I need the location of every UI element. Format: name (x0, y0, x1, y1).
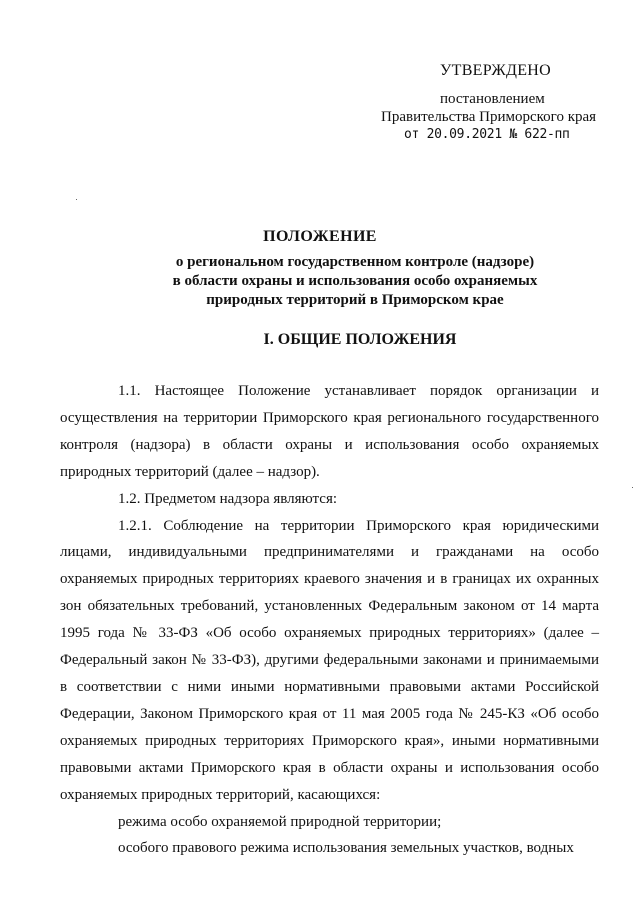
document-subtitle (150, 253, 560, 310)
approved-by-label: постановлением (440, 91, 545, 107)
section-heading: I. ОБЩИЕ ПОЛОЖЕНИЯ (263, 331, 457, 348)
scan-speck (76, 199, 77, 200)
subtitle-line: о региональном государственном контроле (надзоре) (175, 254, 535, 270)
paragraph: 1.2.1. Соблюдение на территории Приморского края юридическими лицами, индивидуальными предпринимателями и гражданами на особо охраняемых природных территориях краевого значения и в границах их охранных зон обязательных требований, установленных Федеральным законом от 14 марта 1995 года № 33-ФЗ «Об особо охраняемых природных территориях» (далее – Федеральный закон № 33-ФЗ), другими федеральными законами и принимаемыми в соответствии с ними иными нормативными правовыми актами Российской Федерации, Законом Приморского края от 11 мая 2005 года № 245-КЗ «Об особо охраняемых природных территориях Приморского края», иными нормативными правовыми актами Приморского края в области охраны и использования особо охраняемых природных территорий, касающихся: (60, 517, 599, 803)
paragraph: особого правового режима использования земельных участков, водных (118, 840, 574, 857)
document-body (60, 378, 599, 862)
document-title: ПОЛОЖЕНИЕ (263, 228, 377, 245)
subtitle-line: в области охраны и использования особо охраняемых (172, 273, 538, 289)
paragraph: 1.2. Предметом надзора являются: (118, 490, 338, 507)
subtitle-line: природных территорий в Приморском крае (206, 292, 504, 308)
paragraph: 1.1. Настоящее Положение устанавливает порядок организации и осуществления на территории Приморского края регионального государственного контроля (надзора) в области охраны и использования особо охраняемых природных территорий (далее – надзор). (60, 383, 599, 480)
resolution-date-number: от 20.09.2021 № 622-пп (404, 127, 570, 142)
scan-speck (632, 487, 633, 488)
approved-label: УТВЕРЖДЕНО (440, 62, 552, 79)
approval-block (360, 62, 605, 144)
paragraph: режима особо охраняемой природной территории; (118, 813, 442, 830)
government-label: Правительства Приморского края (381, 109, 597, 125)
